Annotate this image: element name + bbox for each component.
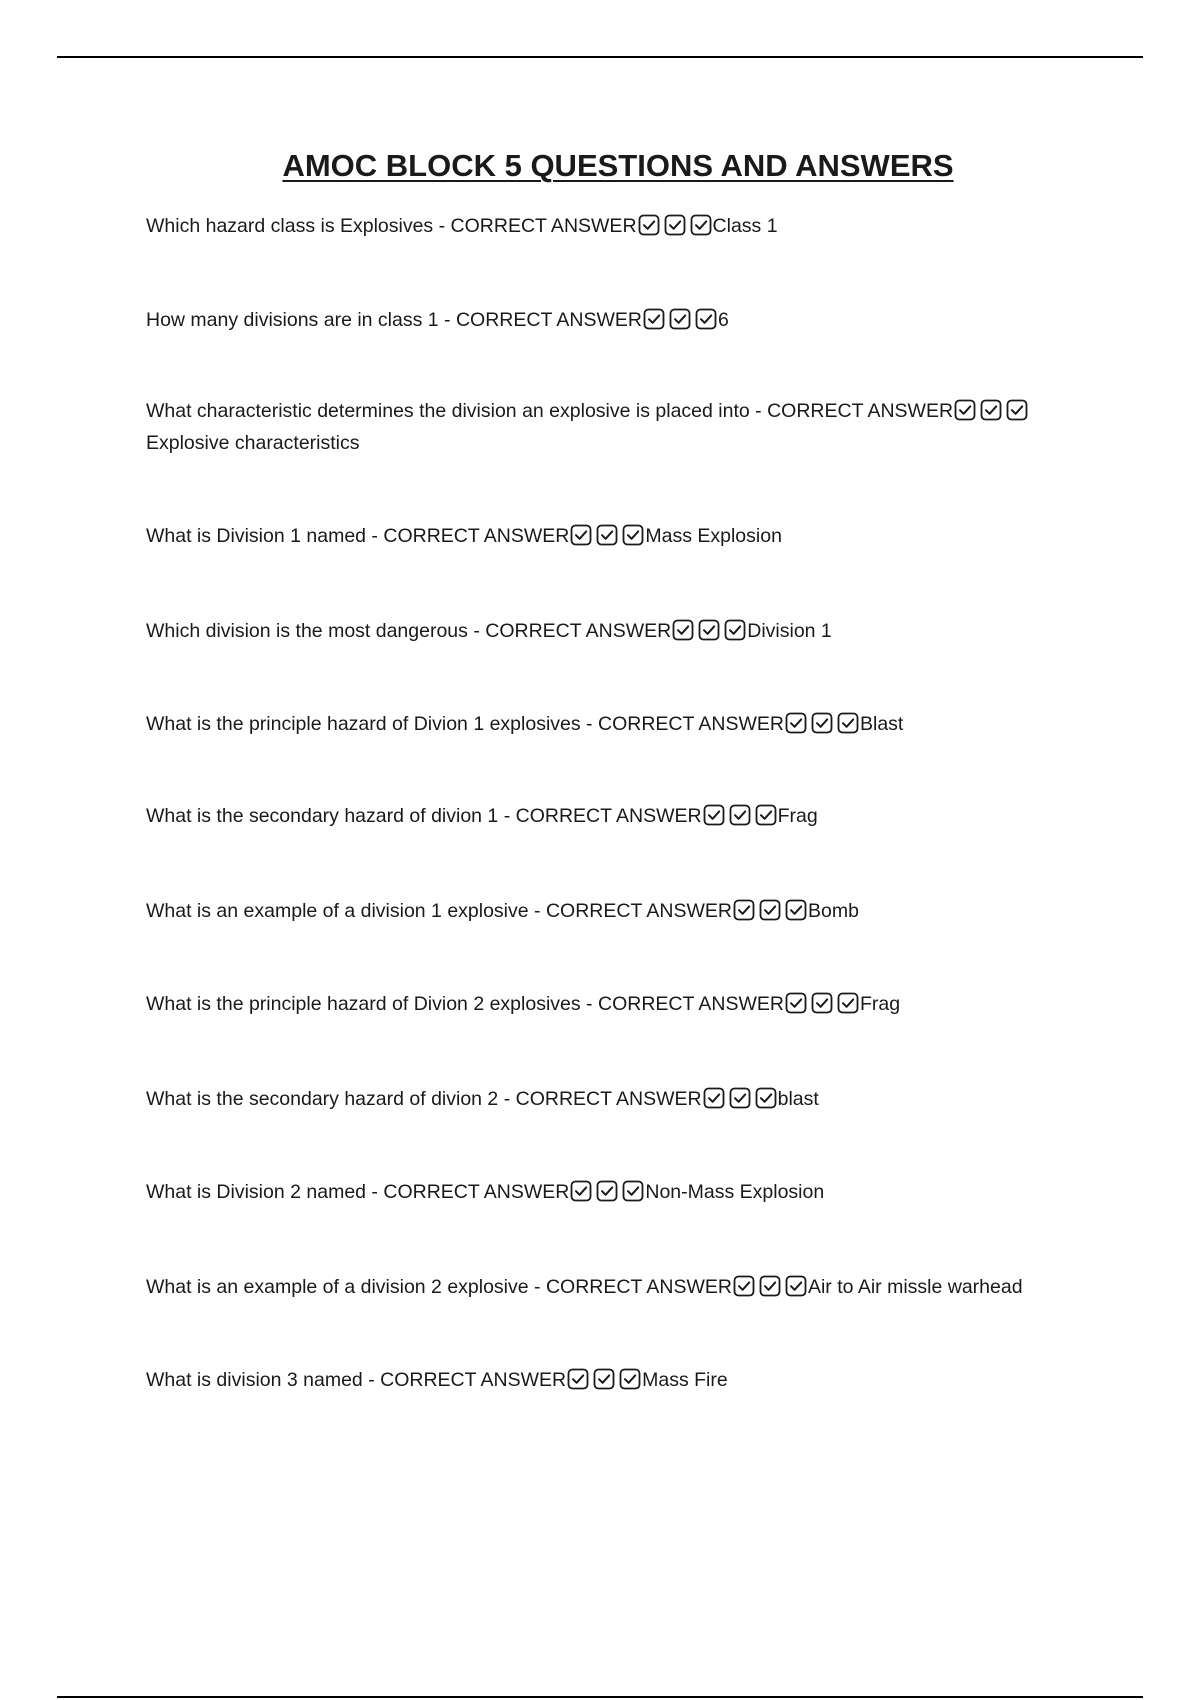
checkbox-checked-icon (643, 308, 665, 330)
question-text: What is division 3 named (146, 1369, 363, 1391)
separator: - (528, 1276, 546, 1298)
checkbox-checked-icon (759, 899, 781, 921)
checkbox-checked-icon (622, 1180, 644, 1202)
answer-marker: CORRECT ANSWER (597, 993, 784, 1015)
qa-item (146, 895, 1066, 927)
question-text: What characteristic determines the division an explosive is placed into (146, 400, 750, 422)
question-text: What is the secondary hazard of divion 1 (146, 805, 499, 827)
question-text: What is an example of a division 2 explosive (146, 1276, 529, 1298)
answer-text: Air to Air missle warhead (807, 1276, 1023, 1298)
answer-marker: CORRECT ANSWER (515, 1088, 702, 1110)
answer-text: Non-Mass Explosion (645, 1181, 825, 1203)
check-group (733, 1275, 807, 1297)
answer-text: Mass Explosion (645, 525, 782, 547)
answer-marker: CORRECT ANSWER (450, 215, 637, 237)
checkbox-checked-icon (954, 399, 976, 421)
checkbox-checked-icon (567, 1368, 589, 1390)
separator: - (366, 1181, 384, 1203)
question-text: What is the principle hazard of Divion 2 explosives (146, 993, 581, 1015)
separator: - (433, 215, 451, 237)
checkbox-checked-icon (698, 619, 720, 641)
checkbox-checked-icon (729, 1087, 751, 1109)
checkbox-checked-icon (811, 992, 833, 1014)
checkbox-checked-icon (755, 804, 777, 826)
checkbox-checked-icon (570, 524, 592, 546)
checkbox-checked-icon (669, 308, 691, 330)
answer-text: Frag (777, 805, 818, 827)
answer-marker: CORRECT ANSWER (455, 309, 642, 331)
page-title: AMOC BLOCK 5 QUESTIONS AND ANSWERS (282, 148, 954, 183)
qa-item (146, 1364, 1066, 1396)
check-group (785, 992, 859, 1014)
checkbox-checked-icon (703, 804, 725, 826)
checkbox-checked-icon (622, 524, 644, 546)
separator: - (498, 805, 516, 827)
check-group (570, 524, 644, 546)
check-group (567, 1368, 641, 1390)
answer-marker: CORRECT ANSWER (767, 400, 954, 422)
checkbox-checked-icon (733, 899, 755, 921)
checkbox-checked-icon (593, 1368, 615, 1390)
answer-text: blast (777, 1088, 819, 1110)
question-text: Which division is the most dangerous (146, 620, 468, 642)
answer-marker: CORRECT ANSWER (485, 620, 672, 642)
checkbox-checked-icon (837, 712, 859, 734)
checkbox-checked-icon (664, 214, 686, 236)
check-group (785, 712, 859, 734)
check-group (954, 399, 1028, 421)
answer-marker: CORRECT ANSWER (383, 1181, 570, 1203)
check-group (570, 1180, 644, 1202)
separator: - (498, 1088, 516, 1110)
check-group (672, 619, 746, 641)
answer-marker: CORRECT ANSWER (545, 1276, 732, 1298)
checkbox-checked-icon (1006, 399, 1028, 421)
checkbox-checked-icon (690, 214, 712, 236)
qa-item (146, 615, 1066, 647)
check-group (733, 899, 807, 921)
separator: - (580, 713, 598, 735)
question-text: Which hazard class is Explosives (146, 215, 434, 237)
checkbox-checked-icon (755, 1087, 777, 1109)
answer-marker: CORRECT ANSWER (597, 713, 784, 735)
qa-item (146, 800, 1066, 832)
checkbox-checked-icon (785, 992, 807, 1014)
answer-text: Bomb (807, 900, 859, 922)
separator: - (580, 993, 598, 1015)
separator: - (528, 900, 546, 922)
qa-item (146, 210, 1066, 242)
checkbox-checked-icon (596, 524, 618, 546)
question-text: What is an example of a division 1 explosive (146, 900, 529, 922)
answer-marker: CORRECT ANSWER (380, 1369, 567, 1391)
answer-text: Class 1 (712, 215, 778, 237)
check-group (638, 214, 712, 236)
checkbox-checked-icon (785, 899, 807, 921)
answer-marker: CORRECT ANSWER (383, 525, 570, 547)
separator: - (467, 620, 486, 642)
checkbox-checked-icon (570, 1180, 592, 1202)
checkbox-checked-icon (638, 214, 660, 236)
check-group (703, 1087, 777, 1109)
checkbox-checked-icon (837, 992, 859, 1014)
qa-item (146, 1271, 1066, 1303)
check-group (643, 308, 717, 330)
checkbox-checked-icon (695, 308, 717, 330)
answer-marker: CORRECT ANSWER (515, 805, 702, 827)
qa-item (146, 988, 1066, 1020)
qa-item (146, 304, 1066, 336)
answer-text: 6 (717, 309, 729, 331)
separator: - (749, 400, 768, 422)
checkbox-checked-icon (619, 1368, 641, 1390)
answer-marker: CORRECT ANSWER (545, 900, 732, 922)
answer-text: Division 1 (747, 620, 832, 642)
answer-text: Explosive characteristics (146, 432, 360, 454)
question-text: How many divisions are in class 1 (146, 309, 439, 331)
checkbox-checked-icon (785, 712, 807, 734)
answer-text: Frag (859, 993, 901, 1015)
question-text: What is Division 1 named (146, 525, 367, 547)
answer-text: Blast (859, 713, 904, 735)
checkbox-checked-icon (759, 1275, 781, 1297)
checkbox-checked-icon (733, 1275, 755, 1297)
question-text: What is the secondary hazard of divion 2 (146, 1088, 499, 1110)
separator: - (438, 309, 456, 331)
qa-item (146, 708, 1066, 740)
checkbox-checked-icon (980, 399, 1002, 421)
checkbox-checked-icon (811, 712, 833, 734)
qa-item (146, 1176, 1066, 1208)
checkbox-checked-icon (672, 619, 694, 641)
question-text: What is the principle hazard of Divion 1 explosives (146, 713, 581, 735)
qa-item (146, 520, 1066, 552)
answer-text: Mass Fire (642, 1369, 728, 1391)
checkbox-checked-icon (596, 1180, 618, 1202)
check-group (703, 804, 777, 826)
checkbox-checked-icon (724, 619, 746, 641)
qa-item (146, 395, 1066, 459)
question-text: What is Division 2 named (146, 1181, 367, 1203)
checkbox-checked-icon (785, 1275, 807, 1297)
qa-item (146, 1083, 1066, 1115)
separator: - (366, 525, 384, 547)
bottom-rule (57, 1696, 1143, 1698)
checkbox-checked-icon (729, 804, 751, 826)
separator: - (362, 1369, 381, 1391)
checkbox-checked-icon (703, 1087, 725, 1109)
